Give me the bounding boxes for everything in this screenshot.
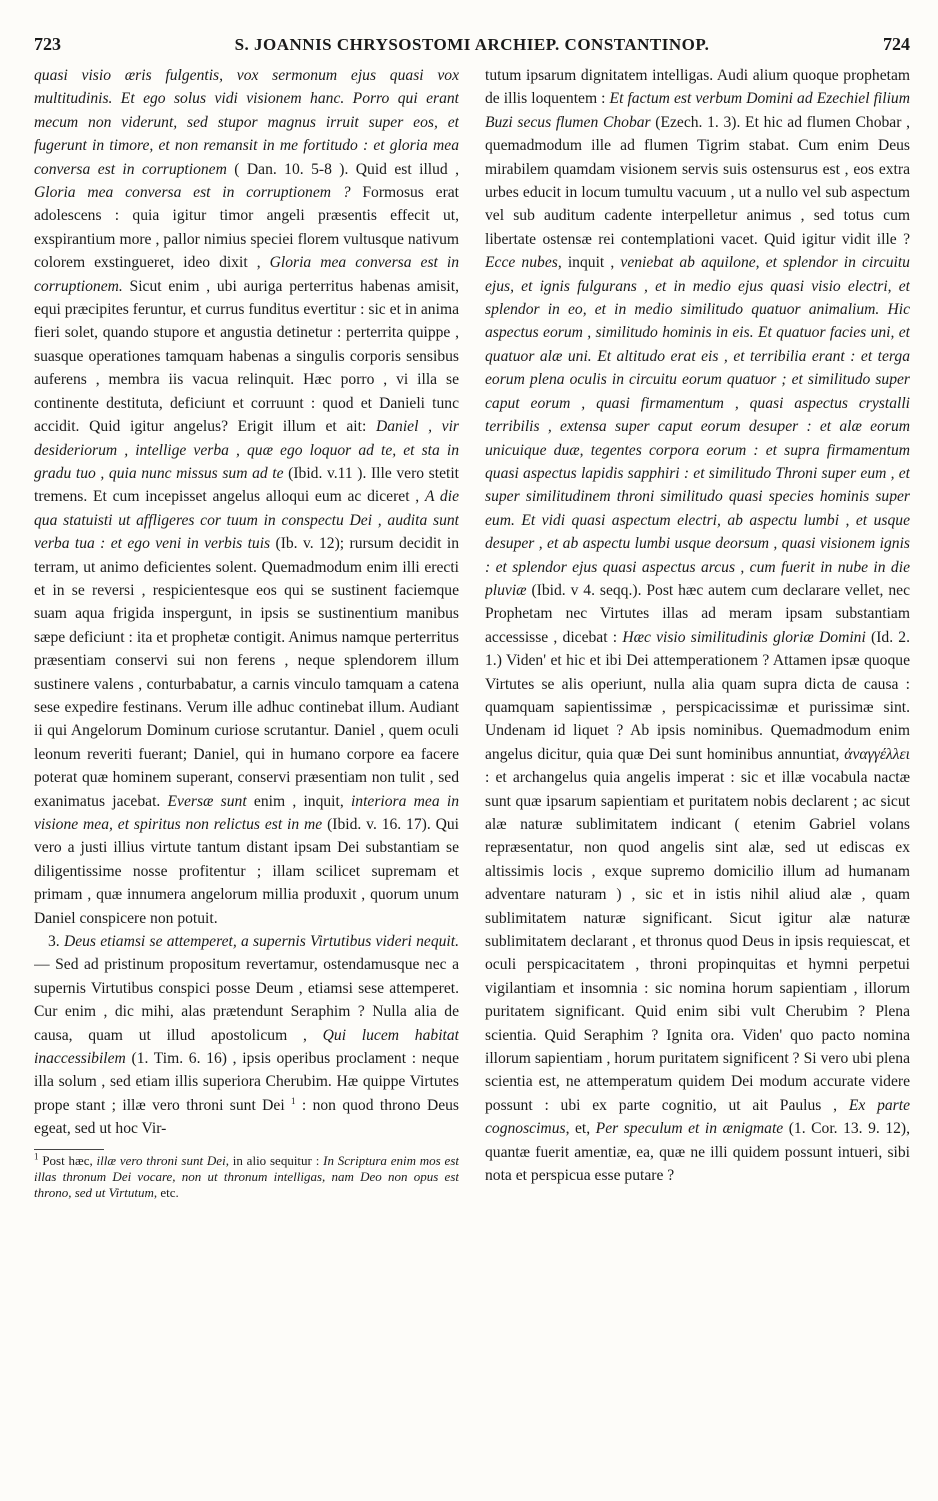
footnote: $^1$ Post hæc, illæ vero throni sunt Dei, in alio sequitur : In Scriptura enim mos est illas thronum Dei vocare, non ut thronum intelligas, nam Deo non opus est throno, sed ut Virtutum, etc. (34, 1151, 459, 1200)
paragraph-section-3: 3. Deus etiamsi se attemperet, a supernis Virtutibus videri nequit. — Sed ad pristinum propositum revertamur, ostendamusque nec a supernis Virtutibus conspici posse Deum , etiamsi sese attemperet. Cur enim , dic mihi, alas prætendunt Seraphim ? Nulla alia de causa, quam ut illud apostolicum , Qui lucem habitat inaccessibilem (1. Tim. 6. 16) , ipsis operibus proclament : neque illa solum , sed etiam illis superiora Cherubim. Hæ quippe Virtutes prope stant ; illæ vero throni sunt Dei $^1$ : non quod throno Deus egeat, sed ut hoc Vir- (34, 933, 459, 1138)
running-header (34, 34, 910, 60)
paragraph: tutum ipsarum dignitatem intelligas. Audi alium quoque prophetam de illis loquentem : Et factum est verbum Domini ad Ezechiel filium Buzi secus flumen Chobar (Ezech. 1. 3). Et hic ad flumen Chobar , quemadmodum ille ad flumen Tigrim stabat. Cum enim Deus mirabilem quamdam visionem servis suis ostensurus est , eos extra urbes educit in locum tumultu vacuum , ut a nullo vel sub aspectum vel sub auditum cadente interpelletur animus , sed totus cum libertate ostensæ rei contemplationi vacet. Quid igitur vidit ille ? Ecce nubes, inquit , veniebat ab aquilone, et splendor in circuitu ejus, et ignis fulgurans , et in medio ejus quasi visio electri, et splendor in eo, et in medio similitudo quatuor animalium. Hic aspectus eorum , similitudo hominis in eis. Et quatuor facies uni, et quatuor alæ uni. Et altitudo erat eis , et terribilia erant : et terga eorum plena oculis in circuitu eorum quatuor ; et similitudo super caput eorum , quasi firmamentum , quasi aspectus crystalli terribilis , extensa super caput eorum desuper : et alæ eorum unicuique duæ, tegentes corpora eorum : et supra firmamentum quasi aspectus lapidis sapphiri : et similitudo Throni super eum , et super similitudinem throni similitudo quasi species hominis super eum. Et vidi quasi aspectum electri, ab aspectu lumbi , et usque desuper , et ab aspectu lumbi usque deorsum , quasi visionem ignis : et splendor ejus quasi aspectus arcus , cum fuerit in nube in die pluviæ (Ibid. v 4. seqq.). Post hæc autem cum declarare vellet, nec Prophetam nec Virtutes illas ad meram ipsam substantiam accessisse , dicebat : Hæc visio similitudinis gloriæ Domini (Id. 2. 1.) Viden' et hic et ibi Dei attemperationem ? Attamen ipsæ quoque Virtutes se alis operiunt, nulla alia quam supra dicta de causa : quamquam sapientissimæ , perspicacissimæ et purissimæ sint. Undenam id liquet ? Ab ipsis nominibus. Quemadmodum enim angelus dicitur, quia quæ Dei sunt hominibus annuntiat, ἀναγγέλλει : et archangelus quia angelis imperat : sic et illæ vocabula nactæ sunt quæ ipsarum sapientiam et puritatem nobis declarent ; ac sicut alæ naturæ sublimitatem indicant ( etenim Gabriel volans repræsentatur, non quod angelis sint alæ, sed ut ediscas ex altissimis locis , exque supremo domicilio illum ad humanam adventare naturam ) , sic et in istis nihil aliud alæ , quam sublimitatem naturæ significant. Sicut igitur alæ naturæ sublimitatem declarant , et thronus quod Deus in ipsis requiescat, et oculi perspicacitatem , throni propinquitas et hymni perpetui vigilantiam et insomnia : sic nomina horum sapientiam , illorum puritatem significant. Quid enim sibi vult Cherubim ? Plena scientia. Quid Seraphim ? Ignita ora. Viden' quo pacto nomina illorum sapientiam , horum puritatem significent ? Si vero ubi plena scientia est, ne attemperatum quidem Dei modum accurate videre possunt : ubi ex parte cognitio, ut ait Paulus , Ex parte cognoscimus, et, Per speculum et in ænigmate (1. Cor. 13. 9. 12), quantæ fuerit amentiæ, ea, quæ ne illi quidem possunt intueri, sibi nota et perspicua esse putare ? (485, 67, 910, 1185)
paragraph: quasi visio æris fulgentis, vox sermonum ejus quasi vox multitudinis. Et ego solus vidi visionem hanc. Porro qui erant mecum non viderunt, sed stupor magnus irruit super eos, et fugerunt in timore, et non remansit in me fortitudo : et gloria mea conversa est in corruptionem ( Dan. 10. 5-8 ). Quid est illud , Gloria mea conversa est in corruptionem ? Formosus erat adolescens : quia igitur timor angeli præsentis effecit ut, exspirantium more , pallor nimius speciei florem vultusque nativum colorem exstingueret, ideo dixit , Gloria mea conversa est in corruptionem. Sicut enim , ubi auriga perterritus habenas amisit, equi præcipites feruntur, et currus funditus evertitur : sic et in anima fieri solet, quando stupore et angustia detinetur : perterrita quippe , suasque operationes tamquam habenas a singulis corporis sensibus auferens , membra iis vacua relinquit. Hæc porro , vi illa se continente destituta, deficiunt et corruunt : quod et Danieli tunc accidit. Quid igitur angelus? Erigit illum et ait: Daniel , vir desideriorum , intellige verba , quæ ego loquor ad te, et sta in gradu tuo , quia nunc missus sum ad te (Ibid. v.11 ). Ille vero stetit tremens. Et cum incepisset angelus alloqui eum ac diceret , A die qua statuisti ut affligeres cor tuum in conspectu Dei , audita sunt verba tua : et ego veni in verbis tuis (Ib. v. 12); rursum decidit in terram, ut animo deficientes solent. Quemadmodum enim illi erecti et in se reversi , respicientesque eos qui se sustinent faciemque suam aqua frigida inspergunt, in ipsis se sustinentium manibus sæpe deficiunt : ita et prophetæ contigit. Animus namque perterritus præsentiam conservi sui non ferens , neque splendorem illum sustinere valens , conturbabatur, a carnis vinculo tamquam a catena sese expedire festinans. Verum ille adhuc continebat illum. Audiant ii qui Angelorum Dominum curiose scrutantur. Daniel , quem oculi leonum reveriti fuerant; Daniel, qui in humano corpore ea facere poterat quæ hominem superant, conservi præsentiam non tulit , sed exanimatus jacebat. Eversæ sunt enim , inquit, interiora mea in visione mea, et spiritus non relictus est in me (Ibid. v. 16. 17). Qui vero a justi illius virtute tantum distant ipsam Dei substantiam se diligentissime nosse profitentur ; illam scilicet supremam et primam , quæ innumera angelorum millia produxit , quorum unum Daniel conspicere non potuit. (34, 67, 459, 927)
page-number-right: 724 (883, 34, 910, 54)
right-column (485, 64, 910, 1501)
left-column (34, 64, 459, 1501)
footnote-rule (34, 1149, 104, 1150)
running-title: S. JOANNIS CHRYSOSTOMI ARCHIEP. CONSTANTINOP. (234, 35, 710, 54)
text-columns (34, 64, 910, 1501)
page-number-left: 723 (34, 34, 61, 54)
